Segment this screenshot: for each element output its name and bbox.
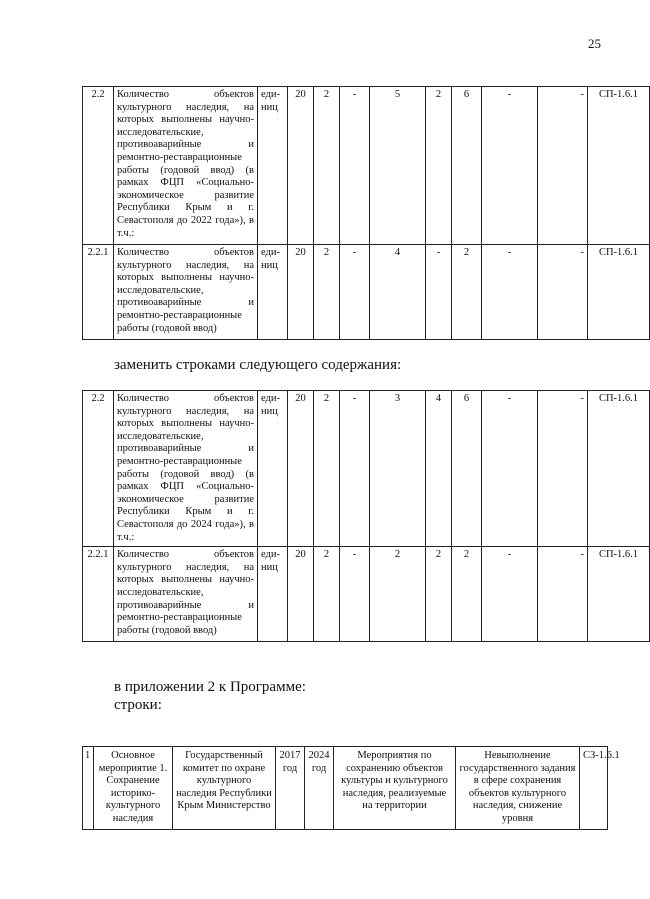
- program-events-table: [82, 746, 620, 830]
- indicator-description: Количество объектов культурного наследия, на которых выполнены научно-исследовательские, противоаварийные и ремонтно-реставрационные работы (годовой ввод) (в рамках ФЦП «Социально-экономическое развитие Республики Крым и г. Севастополя до 2022 года»), в т.ч.:: [114, 87, 258, 245]
- indicator-description: Количество объектов культурного наследия, на которых выполнены научно-исследовательские, противоаварийные и ремонтно-реставрационные работы (годовой ввод): [114, 547, 258, 642]
- replace-instruction: заменить строками следующего содержания:: [114, 357, 402, 373]
- value-cell: 20: [288, 245, 314, 340]
- row-number: 2.2.1: [83, 547, 114, 642]
- value-cell: -: [340, 87, 370, 245]
- table-row: [83, 747, 608, 830]
- appendix-instruction: в приложении 2 к Программе:: [114, 679, 306, 695]
- code-cell: СП-1.6.1: [588, 87, 650, 245]
- table-row: [83, 245, 650, 340]
- value-cell: 2: [426, 87, 452, 245]
- value-cell: 6: [452, 87, 482, 245]
- value-cell: -: [340, 245, 370, 340]
- indicator-description: Количество объектов культурного наследия, на которых выполнены научно-исследовательские, противоаварийные и ремонтно-реставрационные работы (годовой ввод) (в рамках ФЦП «Социально-экономическое развитие Республики Крым и г. Севастополя до 2024 года»), в т.ч.:: [114, 391, 258, 547]
- code-cell: СЗ-1.6.1: [580, 747, 608, 830]
- value-cell: -: [482, 391, 538, 547]
- unit-cell: еди-ниц: [258, 245, 288, 340]
- value-cell: -: [538, 391, 588, 547]
- value-cell: 20: [288, 87, 314, 245]
- value-cell: 2: [314, 547, 340, 642]
- unit-cell: еди-ниц: [258, 391, 288, 547]
- value-cell: 5: [370, 87, 426, 245]
- value-cell: 2: [314, 245, 340, 340]
- row-number: 2.2.1: [83, 245, 114, 340]
- code-cell: СП-1.6.1: [588, 547, 650, 642]
- value-cell: 4: [426, 391, 452, 547]
- value-cell: 3: [370, 391, 426, 547]
- row-number: 1: [83, 747, 94, 830]
- value-cell: -: [538, 87, 588, 245]
- value-cell: -: [482, 245, 538, 340]
- end-year: 2024 год: [305, 747, 334, 830]
- event-name: Основное мероприятие 1. Сохранение историко-культурного наследия: [94, 747, 173, 830]
- value-cell: -: [538, 547, 588, 642]
- indicators-table-old: [82, 86, 650, 340]
- value-cell: 4: [370, 245, 426, 340]
- value-cell: -: [340, 547, 370, 642]
- page-number: 25: [588, 36, 601, 51]
- value-cell: -: [426, 245, 452, 340]
- table-row: [83, 87, 650, 245]
- unit-cell: еди-ниц: [258, 547, 288, 642]
- start-year: 2017 год: [276, 747, 305, 830]
- indicators-table-new: [82, 390, 650, 642]
- table-row: [83, 391, 650, 547]
- consequences-cell: Невыполнение государственного задания в сфере сохранения объектов культурного наследия, снижение уровня: [456, 747, 580, 830]
- row-number: 2.2: [83, 87, 114, 245]
- executor-cell: Государственный комитет по охране культурного наследия Республики Крым Министерство: [173, 747, 276, 830]
- directions-cell: Мероприятия по сохранению объектов культуры и культурного наследия, реализуемые на территории: [334, 747, 456, 830]
- indicator-description: Количество объектов культурного наследия, на которых выполнены научно-исследовательские, противоаварийные и ремонтно-реставрационные работы (годовой ввод): [114, 245, 258, 340]
- code-cell: СП-1.6.1: [588, 245, 650, 340]
- row-number: 2.2: [83, 391, 114, 547]
- value-cell: 2: [370, 547, 426, 642]
- value-cell: 2: [426, 547, 452, 642]
- rows-instruction: строки:: [114, 697, 162, 713]
- value-cell: 2: [314, 87, 340, 245]
- value-cell: -: [538, 245, 588, 340]
- table-row: [83, 547, 650, 642]
- value-cell: -: [482, 547, 538, 642]
- value-cell: 20: [288, 547, 314, 642]
- value-cell: 2: [314, 391, 340, 547]
- value-cell: 20: [288, 391, 314, 547]
- value-cell: 2: [452, 245, 482, 340]
- value-cell: -: [340, 391, 370, 547]
- value-cell: 6: [452, 391, 482, 547]
- value-cell: -: [482, 87, 538, 245]
- unit-cell: еди-ниц: [258, 87, 288, 245]
- value-cell: 2: [452, 547, 482, 642]
- code-cell: СП-1.6.1: [588, 391, 650, 547]
